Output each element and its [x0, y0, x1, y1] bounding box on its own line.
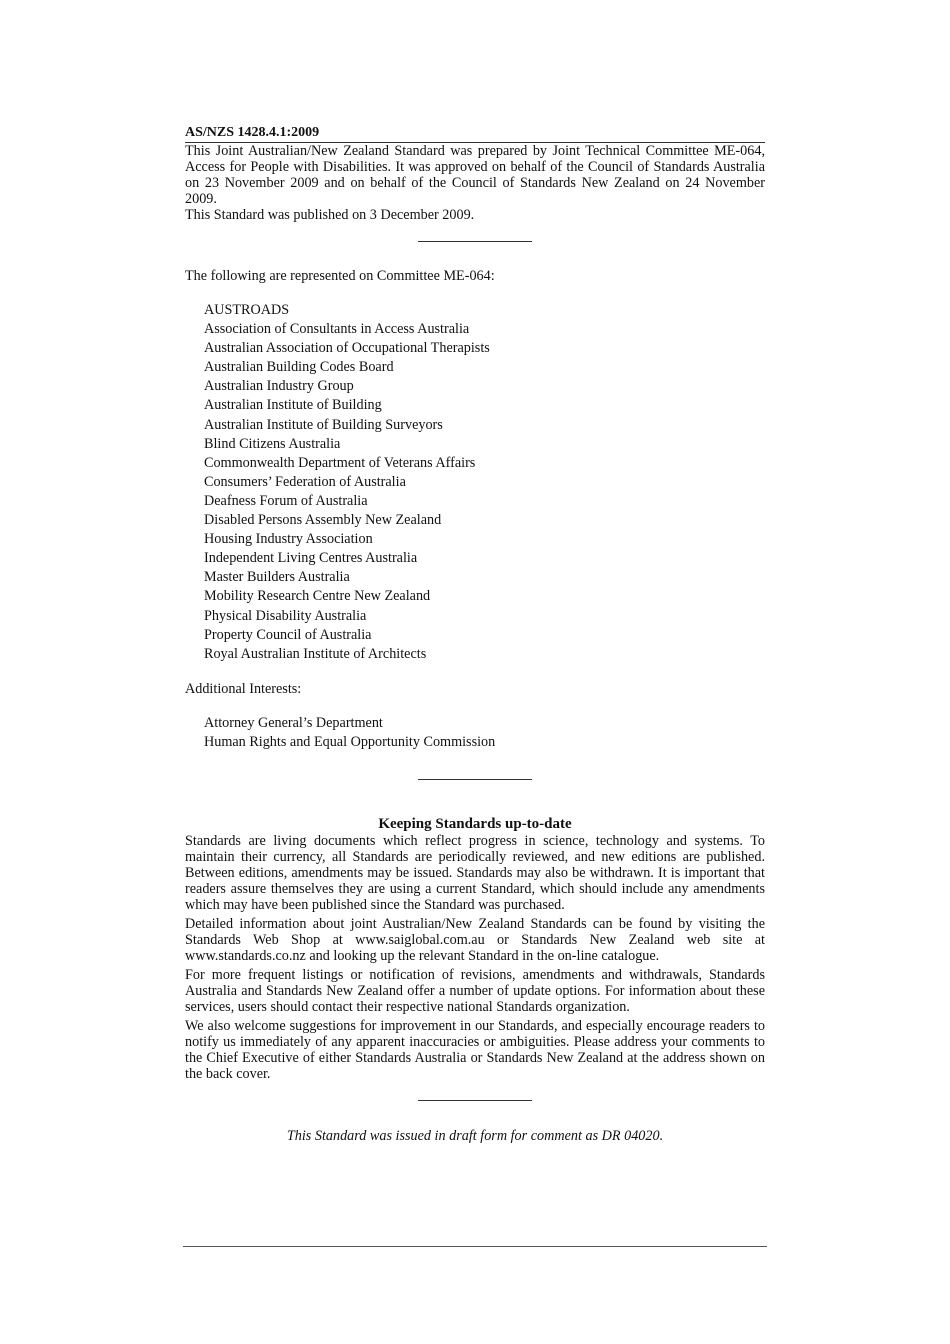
uptodate-heading: Keeping Standards up-to-date [378, 815, 572, 832]
committee-member: Disabled Persons Assembly New Zealand [204, 512, 442, 529]
additional-interest: Human Rights and Equal Opportunity Commission [204, 733, 496, 750]
footer-rule [183, 1246, 767, 1247]
committee-member: Housing Industry Association [204, 531, 373, 548]
committee-member: Australian Institute of Building [204, 397, 382, 414]
committee-member: Australian Building Codes Board [204, 359, 394, 376]
committee-member: Independent Living Centres Australia [204, 550, 418, 567]
committee-member-list [204, 301, 765, 664]
draft-note: This Standard was issued in draft form for comment as DR 04020. [286, 1127, 664, 1144]
committee-member: Physical Disability Australia [204, 607, 367, 624]
committee-member: Master Builders Australia [204, 569, 350, 586]
document-page [185, 125, 765, 1145]
section-divider [418, 779, 532, 780]
committee-member: Royal Australian Institute of Architects [204, 645, 427, 662]
committee-member: Commonwealth Department of Veterans Affairs [204, 454, 476, 471]
committee-member: Australian Industry Group [204, 378, 354, 395]
uptodate-paragraph: Standards are living documents which reflect progress in science, technology and systems. To maintain their currency, all Standards are periodically reviewed, and new editions are published. Between editions, amendments may be issued. Standards may also be withdrawn. It is important that readers assure themselves they are using a current Standard, which should include any amendments which may have been published since the Standard was purchased. [185, 832, 765, 913]
preparation-text: This Joint Australian/New Zealand Standard was prepared by Joint Technical Committee ME-064, Access for People with Disabilities. It was approved on behalf of the Council of Standards Australia on 23 November 2009 and on behalf of the Council of Standards New Zealand on 24 November 2009. [185, 143, 765, 207]
uptodate-paragraph: Detailed information about joint Australian/New Zealand Standards can be found by visiting the Standards Web Shop at www.saiglobal.com.au or Standards New Zealand web site at www.standards.co.nz and looking up the relevant Standard in the on-line catalogue. [185, 915, 765, 964]
committee-member: Property Council of Australia [204, 626, 372, 643]
committee-intro: The following are represented on Committee ME-064: [185, 268, 495, 284]
uptodate-paragraph: For more frequent listings or notification of revisions, amendments and withdrawals, Standards Australia and Standards New Zealand offer a number of update options. For information about these services, users should contact their respective national Standards organization. [185, 966, 765, 1015]
additional-interest: Attorney General’s Department [204, 714, 383, 731]
additional-interests-list [204, 714, 765, 752]
committee-member: AUSTROADS [204, 302, 290, 318]
committee-member: Association of Consultants in Access Australia [204, 321, 470, 338]
committee-member: Australian Association of Occupational Therapists [204, 340, 490, 357]
committee-member: Australian Institute of Building Surveyors [204, 416, 443, 433]
section-divider [418, 241, 532, 242]
additional-interests-label: Additional Interests: [185, 680, 302, 697]
committee-member: Consumers’ Federation of Australia [204, 473, 406, 490]
committee-member: Deafness Forum of Australia [204, 492, 368, 509]
section-divider [418, 1100, 532, 1101]
publication-date-text: This Standard was published on 3 December 2009. [185, 207, 475, 223]
committee-member: Blind Citizens Australia [204, 435, 341, 452]
committee-member: Mobility Research Centre New Zealand [204, 588, 431, 605]
uptodate-paragraph: We also welcome suggestions for improvement in our Standards, and especially encourage readers to notify us immediately of any apparent inaccuracies or ambiguities. Please address your comments to the Chief Executive of either Standards Australia or Standards New Zealand at the address shown on the back cover. [185, 1017, 765, 1082]
standard-code: AS/NZS 1428.4.1:2009 [185, 125, 765, 143]
